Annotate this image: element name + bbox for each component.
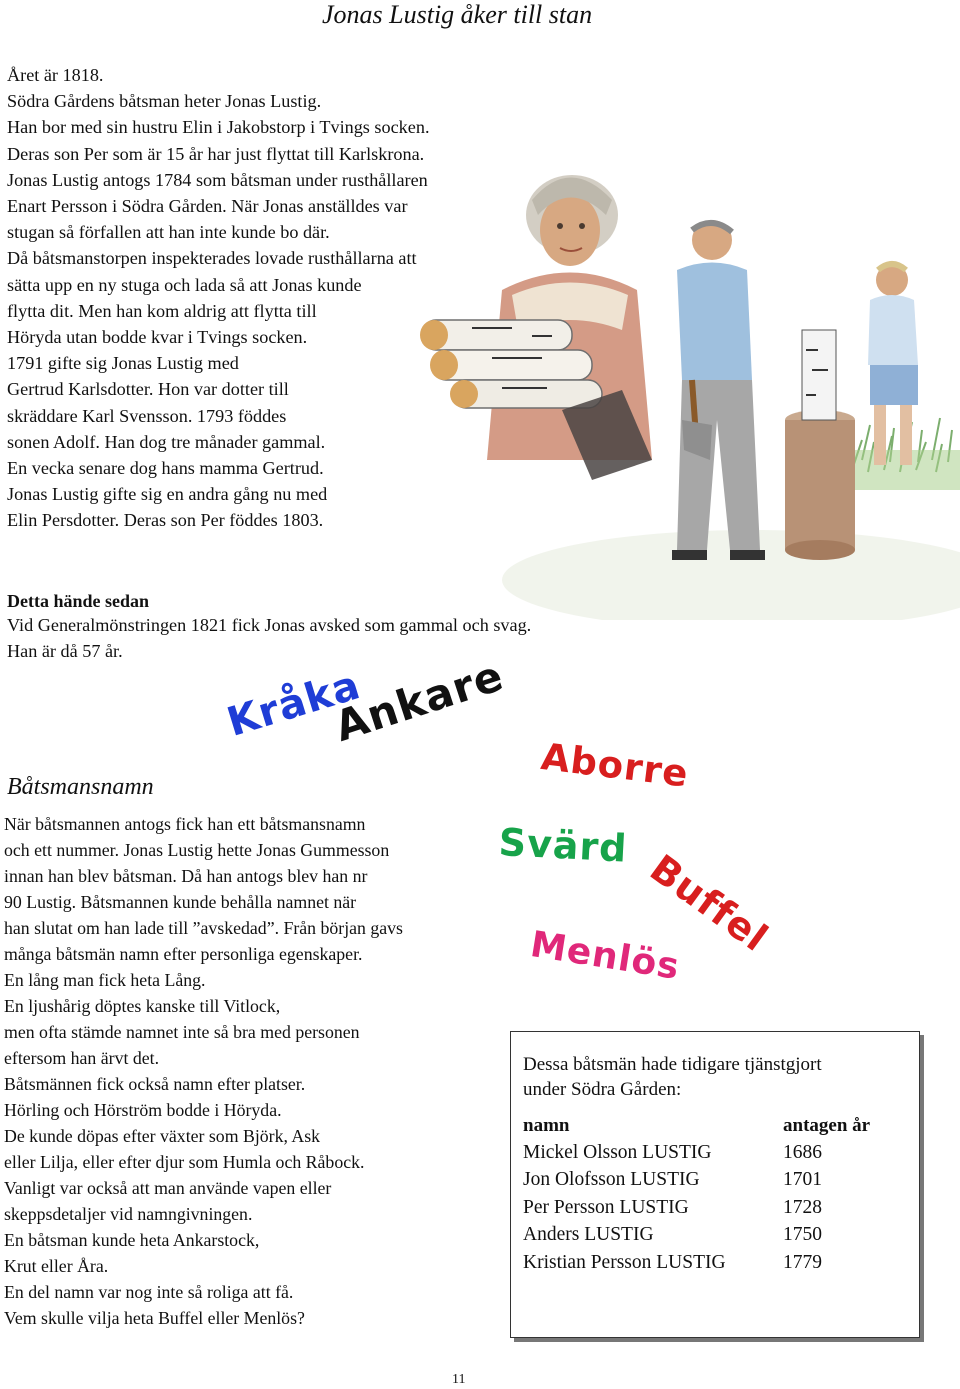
- boatswain-name: Kristian Persson LUSTIG: [523, 1251, 726, 1273]
- intro-line: Elin Persdotter. Deras son Per föddes 1803.: [7, 510, 324, 531]
- decorative-name-kraka: Kråka: [222, 662, 366, 746]
- table-row: [523, 1139, 903, 1167]
- names-line: En lång man fick heta Lång.: [4, 970, 206, 990]
- previous-boatswains-box: [510, 1031, 920, 1338]
- decorative-name-ankare: Ankare: [328, 650, 510, 751]
- decorative-name-buffel: Buffel: [642, 846, 777, 961]
- intro-line: Enart Persson i Södra Gården. När Jonas anställdes var: [7, 196, 408, 217]
- intro-line: Jonas Lustig antogs 1784 som båtsman under rusthållaren: [7, 169, 428, 190]
- table-row: [523, 1249, 903, 1277]
- boatswain-name: Jon Olofsson LUSTIG: [523, 1169, 700, 1191]
- names-line: innan han blev båtsman. Då han antogs blev han nr: [4, 866, 368, 886]
- intro-line: Höryda utan bodde kvar i Tvings socken.: [7, 327, 308, 348]
- page-title: Jonas Lustig åker till stan: [322, 0, 593, 29]
- names-heading: Båtsmansnamn: [7, 774, 154, 800]
- table-row: [523, 1222, 903, 1250]
- boatswain-year: 1750: [783, 1224, 822, 1246]
- page-number: 11: [452, 1372, 466, 1387]
- later-section: [7, 591, 531, 664]
- box-intro: [523, 1052, 913, 1102]
- decorative-name-svard: Svärd: [497, 820, 629, 871]
- intro-line: sätta upp en ny stuga och lada så att Jonas kunde: [7, 274, 362, 295]
- later-line: Vid Generalmönstringen 1821 fick Jonas avsked som gammal och svag.: [7, 615, 532, 635]
- names-line: eller Lilja, eller efter djur som Humla och Råbock.: [4, 1152, 365, 1172]
- box-intro-line: Dessa båtsmän hade tidigare tjänstgjort: [523, 1054, 822, 1075]
- boatswains-table: [523, 1112, 903, 1277]
- names-line: Vem skulle vilja heta Buffel eller Menlös?: [4, 1308, 305, 1328]
- intro-line: Då båtsmanstorpen inspekterades lovade rusthållarna att: [7, 248, 417, 269]
- names-line: eftersom han ärvt det.: [4, 1048, 160, 1068]
- intro-line: Jonas Lustig gifte sig en andra gång nu med: [7, 484, 328, 505]
- intro-text: [7, 62, 527, 534]
- intro-line: Året är 1818.: [7, 65, 104, 85]
- boatswain-name: Per Persson LUSTIG: [523, 1196, 689, 1218]
- box-intro-line: under Södra Gården:: [523, 1079, 682, 1100]
- decorative-name-aborre: Aborre: [538, 735, 692, 796]
- names-text: [4, 811, 504, 1331]
- names-line: Hörling och Hörström bodde i Höryda.: [4, 1100, 282, 1120]
- intro-line: Deras son Per som är 15 år har just flyttat till Karlskrona.: [7, 143, 425, 164]
- names-line: En ljushårig döptes kanske till Vitlock,: [4, 996, 281, 1016]
- names-line: men ofta stämde namnet inte så bra med personen: [4, 1022, 360, 1042]
- intro-line: skräddare Karl Svensson. 1793 föddes: [7, 405, 287, 426]
- intro-line: Han bor med sin hustru Elin i Jakobstorp i Tvings socken.: [7, 117, 430, 138]
- names-line: skeppsdetaljer vid namngivningen.: [4, 1204, 253, 1224]
- column-header-year: antagen år: [783, 1114, 871, 1136]
- boatswain-name: Anders LUSTIG: [523, 1224, 654, 1246]
- intro-line: Gertrud Karlsdotter. Hon var dotter till: [7, 379, 289, 400]
- names-line: En del namn var nog inte så roliga att få.: [4, 1282, 294, 1302]
- boatswain-year: 1728: [783, 1196, 822, 1218]
- column-header-name: namn: [523, 1114, 570, 1136]
- intro-line: 1791 gifte sig Jonas Lustig med: [7, 353, 239, 374]
- table-row: [523, 1194, 903, 1222]
- boatswain-year: 1779: [783, 1251, 822, 1273]
- names-line: han slutat om han lade till ”avskedad”. Från början gavs: [4, 918, 403, 938]
- boatswain-name: Mickel Olsson LUSTIG: [523, 1141, 712, 1163]
- names-line: De kunde döpas efter växter som Björk, Ask: [4, 1126, 321, 1146]
- later-heading: Detta hände sedan: [7, 591, 150, 611]
- intro-line: stugan så förfallen att han inte kunde bo där.: [7, 222, 330, 243]
- names-line: många båtsmän namn efter personliga egenskaper.: [4, 944, 363, 964]
- intro-line: Södra Gårdens båtsman heter Jonas Lustig.: [7, 91, 322, 112]
- intro-line: sonen Adolf. Han dog tre månader gammal.: [7, 431, 326, 452]
- names-line: Båtsmännen fick också namn efter platser.: [4, 1074, 306, 1094]
- table-row: [523, 1167, 903, 1195]
- names-line: Krut eller Åra.: [4, 1256, 109, 1276]
- later-line: Han är då 57 år.: [7, 641, 123, 661]
- names-line: 90 Lustig. Båtsmannen kunde behålla namnet när: [4, 892, 357, 912]
- decorative-name-menlos: Menlös: [527, 924, 683, 989]
- intro-line: En vecka senare dog hans mamma Gertrud.: [7, 458, 324, 479]
- names-line: En båtsman kunde heta Ankarstock,: [4, 1230, 260, 1250]
- boatswain-year: 1701: [783, 1169, 822, 1191]
- table-header-row: [523, 1112, 903, 1139]
- intro-line: flytta dit. Men han kom aldrig att flytta till: [7, 300, 317, 321]
- names-line: och ett nummer. Jonas Lustig hette Jonas Gummesson: [4, 840, 390, 860]
- names-line: När båtsmannen antogs fick han ett båtsmansnamn: [4, 814, 366, 834]
- boatswain-year: 1686: [783, 1141, 822, 1163]
- names-line: Vanligt var också att man använde vapen eller: [4, 1178, 332, 1198]
